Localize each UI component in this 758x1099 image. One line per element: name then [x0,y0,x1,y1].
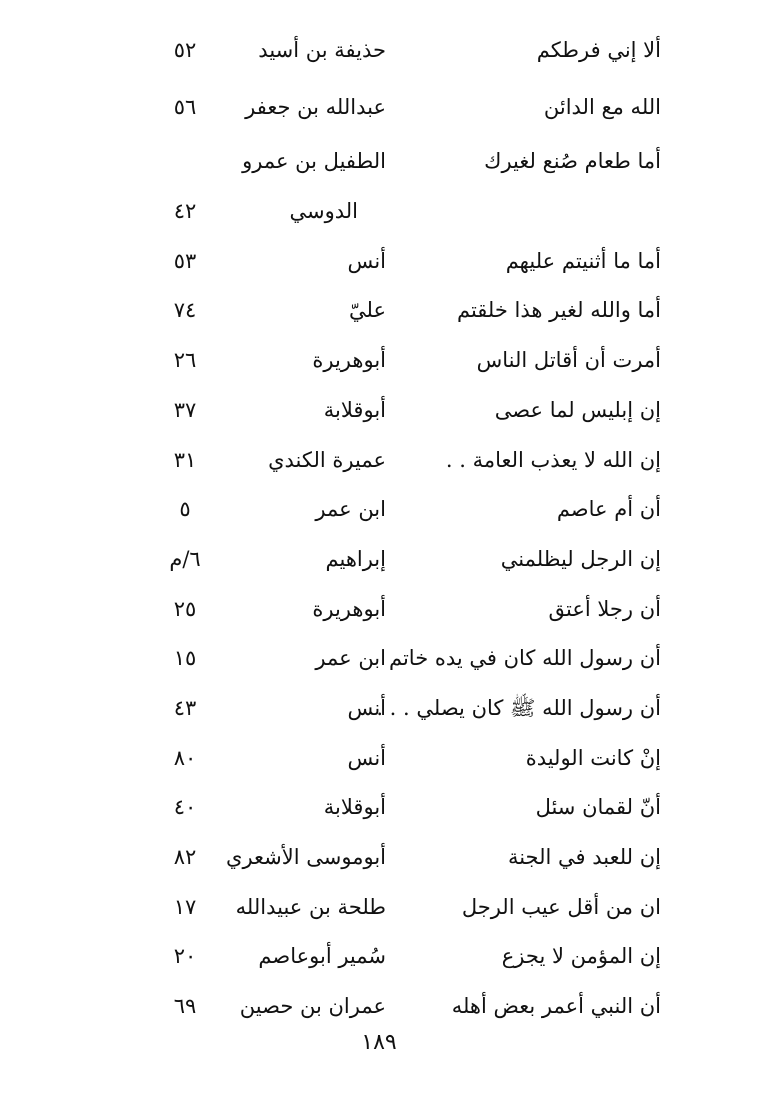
page-reference: ٦٩ [173,994,197,1019]
table-row [0,386,758,436]
table-row [0,734,758,784]
narrator-name: أبوقلابة [323,795,386,820]
page-reference: ٨٠ [173,745,197,770]
hadith-text: أنّ لقمان سئل [535,795,661,820]
narrator-name: أنس [347,248,386,273]
hadith-text: أما طعام صُنع لغيرك [484,149,661,174]
hadith-index-table [0,38,758,1032]
table-row [0,833,758,883]
table-row [0,336,758,386]
table-row [0,137,758,187]
table-row [0,535,758,585]
page-reference: ٣١ [173,447,197,472]
page-reference: ٥٣ [173,248,197,273]
hadith-text: أما والله لغير هذا خلقتم [456,298,661,323]
table-row [0,982,758,1032]
narrator-name: الطفيل بن عمرو [242,149,386,174]
hadith-text: أما ما أثنيتم عليهم [505,248,661,273]
page-reference: ٢٠ [173,944,197,969]
table-row [0,88,758,138]
narrator-name: عمران بن حصين [239,994,386,1019]
table-row [0,684,758,734]
hadith-text: إنْ كانت الوليدة [525,745,661,770]
page-number: ١٨٩ [361,1030,397,1055]
narrator-name: أبوهريرة [312,348,386,373]
table-row [0,436,758,486]
page-reference: ٢٦ [173,348,197,373]
page-reference: ٤٢ [173,199,197,224]
page-reference: ١٥ [173,646,197,671]
hadith-text: ان من أقل عيب الرجل [461,894,661,919]
hadith-text: أن رسول الله كان في يده خاتم [388,646,661,671]
page-reference: ٥ [179,497,191,522]
narrator-name: الدوسي [289,199,358,224]
table-row [0,783,758,833]
narrator-name: عبدالله بن جعفر [245,94,386,119]
page-reference: ٦/م [169,546,201,571]
page-reference: ١٧ [173,894,197,919]
page-reference [150,137,220,187]
narrator-name: أبوموسى الأشعري [226,845,386,869]
page-reference: ٥٢ [173,38,197,62]
table-row [0,883,758,933]
narrator-name: حذيفة بن أسيد [258,38,386,62]
table-row [0,38,758,88]
page-reference: ٨٢ [173,845,197,869]
hadith-text: أن أم عاصم [556,497,661,522]
hadith-text [391,187,661,237]
hadith-text: أن النبي أعمر بعض أهله [451,994,661,1019]
table-row-continuation [0,187,758,237]
table-row [0,286,758,336]
page-reference: ٤٣ [173,695,197,720]
narrator-name: أبوقلابة [323,397,386,422]
narrator-name: أبوهريرة [312,596,386,621]
page-reference: ٢٥ [173,596,197,621]
hadith-text: الله مع الدائن [543,94,661,119]
narrator-name: ابن عمر [315,497,386,522]
narrator-name: عليّ [349,298,386,323]
hadith-text: أمرت أن أقاتل الناس [476,348,661,373]
narrator-name: سُمير أبوعاصم [258,944,386,969]
hadith-text: إن الرجل ليظلمني [500,546,661,571]
hadith-text: إن الله لا يعذب العامة . . [445,447,661,472]
table-row [0,485,758,535]
page-reference: ٣٧ [173,397,197,422]
narrator-name: أنس [347,745,386,770]
hadith-text: ألا إني فرطكم [536,38,661,62]
hadith-text: إن للعبد في الجنة [507,845,661,869]
narrator-name: عميرة الكندي [268,447,386,472]
page-reference: ٧٤ [173,298,197,323]
hadith-text: إن المؤمن لا يجزع [501,944,661,969]
page-reference: ٥٦ [173,94,197,119]
table-row [0,634,758,684]
hadith-text: إن إبليس لما عصى [494,397,661,422]
hadith-text: أن رسول الله ﷺ كان يصلي . . . [376,695,661,720]
hadith-text: أن رجلا أعتق [548,596,661,621]
table-row [0,932,758,982]
narrator-name: أنس [347,695,386,720]
narrator-name: إبراهيم [325,546,386,571]
narrator-name: طلحة بن عبيدالله [235,894,386,919]
table-row [0,585,758,635]
narrator-name: ابن عمر [315,646,386,671]
page-reference: ٤٠ [173,795,197,820]
table-row [0,237,758,287]
